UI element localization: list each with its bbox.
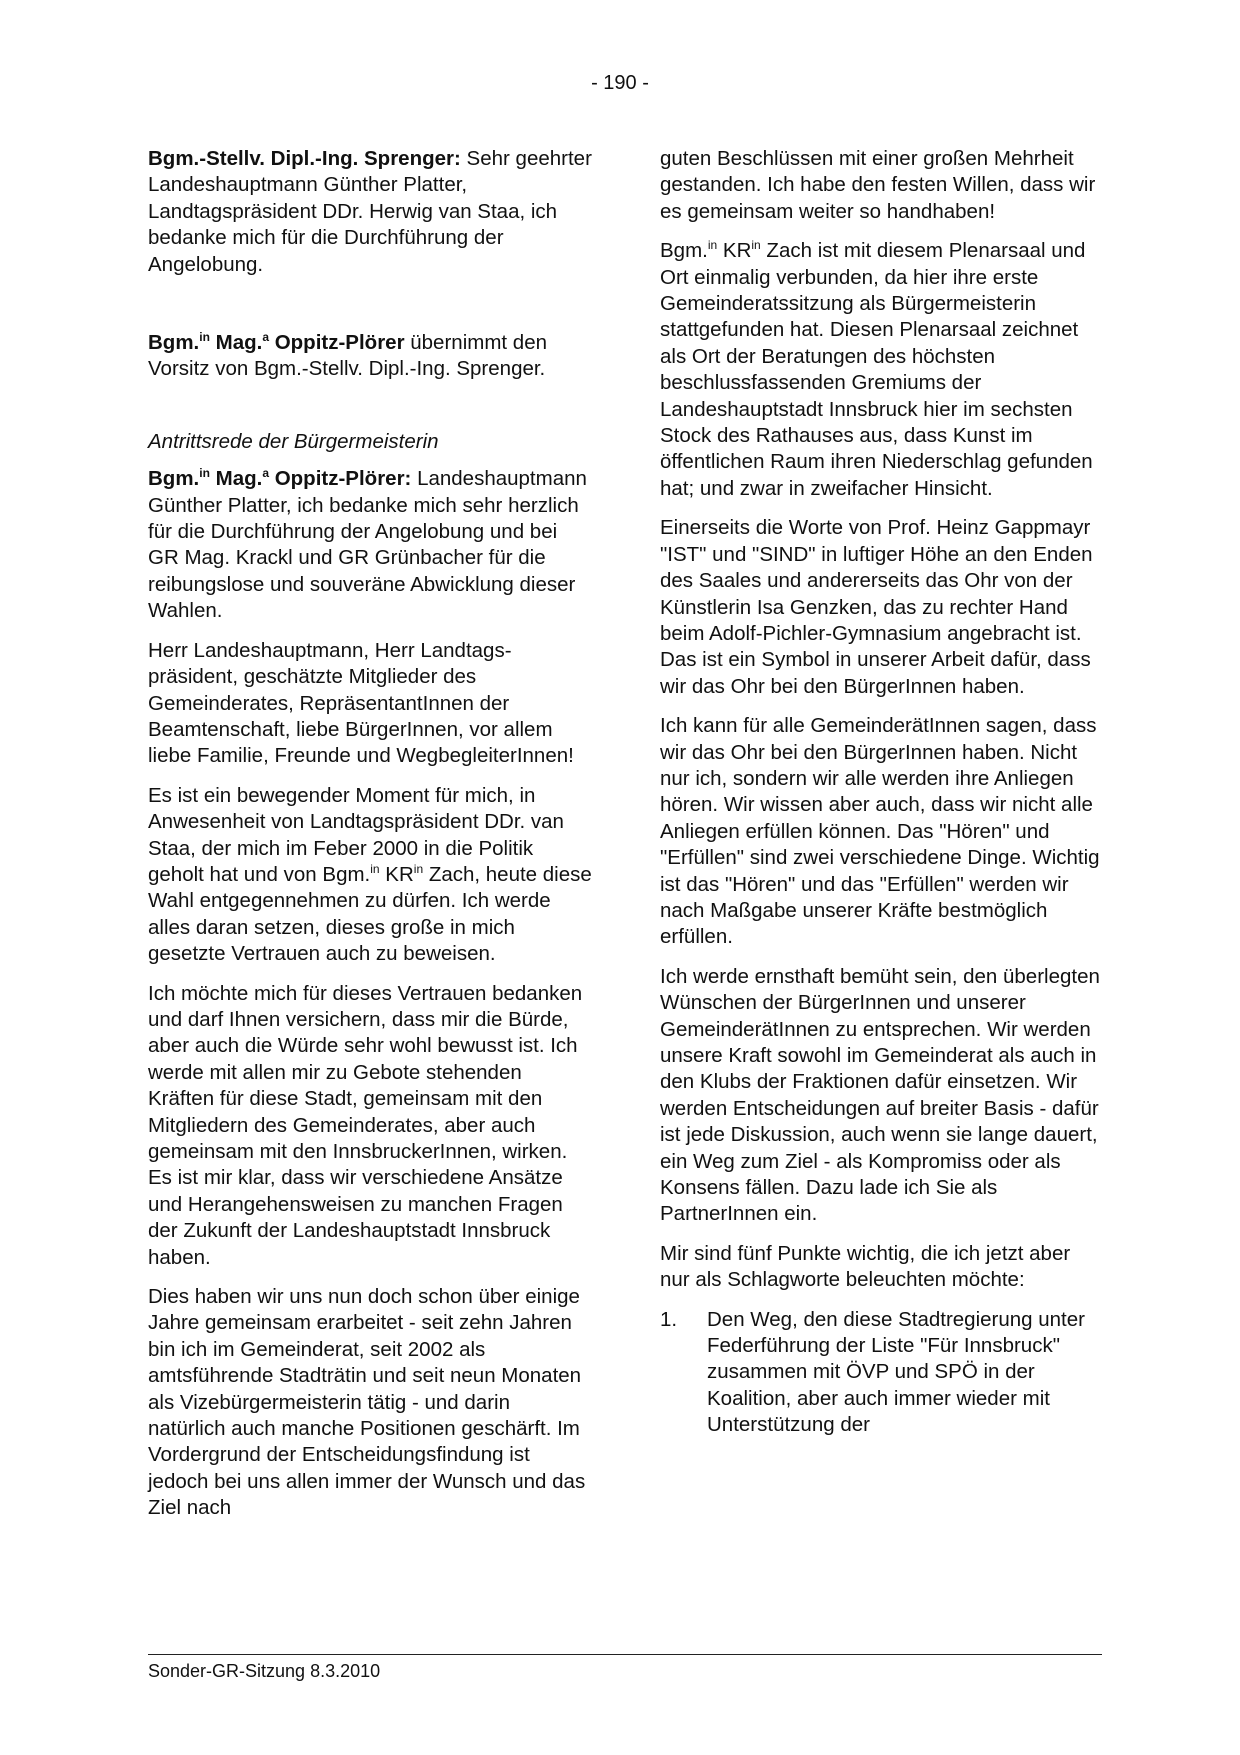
paragraph-years-together: Dies haben wir uns nun doch schon über einige Jahre gemeinsam erarbeitet - seit zehn Jahren bin ich im Gemeinderat, seit 2002 als amtsführende Stadträtin und seit neun Monaten als Vizebürgermeisterin tätig - und darin natürlich auch manche Positionen geschärft. Im Vordergrund der Entscheidungsfindung ist jedoch bei uns allen immer der Wunsch und das Ziel nach: [148, 1285, 586, 1520]
paragraph-decisions: guten Beschlüssen mit einer großen Mehrheit gestanden. Ich habe den festen Willen, dass wir es gemeinsam weiter so handhaben!: [660, 147, 1096, 223]
paragraph-commitment: Ich werde ernsthaft bemüht sein, den überlegten Wünschen der BürgerInnen und unserer GemeinderätInnen zu entsprechen. Wir werden unsere Kraft sowohl im Gemeinderat als auch in den Klubs der Fraktionen dafür einsetzen. Wir werden Entscheidungen auf breiter Basis - dafür ist jede Diskussion, auch wenn sie lange dauert, ein Weg zum Ziel - als Kompromiss oder als Konsens fällen. Dazu lade ich Sie als PartnerInnen ein.: [660, 964, 1100, 1226]
paragraph-chair-change: Bgm.$^{in}$ Mag.$^a$ Oppitz-Plörer übernimmt den Vorsitz von Bgm.-Stellv. Dipl.-Ing. Sprenger.: [148, 330, 547, 381]
speaker-name: Bgm.-Stellv. Dipl.-Ing. Sprenger:: [148, 147, 461, 170]
speaker-name: Bgm.$^{in}$ Mag.$^a$ Oppitz-Plörer:: [148, 466, 412, 491]
footer-text: Sonder-GR-Sitzung 8.3.2010: [148, 1661, 381, 1681]
paragraph-speech-intro: Bgm.$^{in}$ Mag.$^a$ Oppitz-Plörer: Landeshauptmann Günther Platter, ich bedanke mich sehr herzlich für die Durchführung der Angelobung und bei GR Mag. Krackl und GR Grünbacher für die reibungslose und souveräne Abwicklung dieser Wahlen.: [148, 466, 587, 623]
page-number: - 190 -: [591, 72, 649, 94]
paragraph-five-points: Mir sind fünf Punkte wichtig, die ich jetzt aber nur als Schlagworte beleuchten möchte:: [660, 1241, 1071, 1292]
paragraph-sprenger-thanks: Bgm.-Stellv. Dipl.-Ing. Sprenger: Sehr geehrter Landeshauptmann Günther Platter, Landtagspräsident DDr. Herwig van Staa, ich bedanke mich für die Durchführung der Angelobung.: [148, 147, 592, 276]
right-column: [660, 146, 1105, 1439]
paragraph-greeting: Herr Landeshauptmann, Herr Landtagspräsident, geschätzte Mitglieder des Gemeinderates, RepräsentantInnen der Beamtenschaft, liebe BürgerInnen, vor allem liebe Familie, Freunde und WegbegleiterInnen!: [148, 638, 574, 768]
list-number: 1.: [660, 1307, 678, 1331]
paragraph-art: Einerseits die Worte von Prof. Heinz Gappmayr "IST" und "SIND" in luftiger Höhe an den Enden des Saales und andererseits das Ohr von der Künstlerin Isa Genzken, das zu rechter Hand beim Adolf-Pichler-Gymnasium angebracht ist. Das ist ein Symbol in unserer Arbeit dafür, dass wir das Ohr bei den BürgerInnen haben.: [660, 516, 1093, 698]
paragraph-moving-moment: Es ist ein bewegender Moment für mich, in Anwesenheit von Landtagspräsident DDr. van Staa, der mich im Feber 2000 in die Politik geholt hat und von Bgm.$^{in}$ $KR^{in}$ Zach, heute diese Wahl entgegennehmen zu dürfen. Ich werde alles daran setzen, dieses große in mich gesetzte Vertrauen auch zu beweisen.: [148, 783, 592, 966]
list-text: Den Weg, den diese Stadtregierung unter Federführung der Liste "Für Innsbruck" zusammen mit ÖVP und SPÖ in der Koalition, aber auch immer wieder mit Unterstützung der: [707, 1307, 1085, 1437]
list-item: [660, 1307, 1105, 1439]
footer-divider: [148, 1654, 1102, 1655]
paragraph-listening: Ich kann für alle GemeinderätInnen sagen, dass wir das Ohr bei den BürgerInnen haben. Nicht nur ich, sondern wir alle werden ihre Anliegen hören. Wir wissen aber auch, dass wir nicht alle Anliegen erfüllen können. Das "Hören" und "Erfüllen" sind zwei verschiedene Dinge. Wichtig ist das "Hören" und das "Erfüllen" werden wir nach Maßgabe unserer Kräfte bestmöglich erfüllen.: [660, 714, 1100, 949]
speaker-name: Bgm.$^{in}$ Mag.$^a$ Oppitz-Plörer: [148, 330, 405, 355]
section-heading: Antrittsrede der Bürgermeisterin: [148, 429, 439, 453]
left-column: [148, 146, 593, 1535]
paragraph-trust: Ich möchte mich für dieses Vertrauen bedanken und darf Ihnen versichern, dass mir die Bürde, aber auch die Würde sehr wohl bewusst ist. Ich werde mit allen mir zu Gebote stehenden Kräften für diese Stadt, gemeinsam mit den Mitgliedern des Gemeinderates, aber auch gemeinsam mit den InnsbruckerInnen, wirken. Es ist mir klar, dass wir verschiedene Ansätze und Herangehensweisen zu manchen Fragen der Zukunft der Landeshauptstadt Innsbruck haben.: [148, 981, 583, 1269]
paragraph-plenary-hall: Bgm.$^{in}$ $KR^{in}$ Zach ist mit diesem Plenarsaal und Ort einmalig verbunden, da hier ihre erste Gemeinderatssitzung als Bürgermeisterin stattgefunden hat. Diesen Plenarsaal zeichnet als Ort der Beratungen des höchsten beschlussfassenden Gremiums der Landeshauptstadt Innsbruck hier im sechsten Stock des Rathauses aus, dass Kunst im öffentlichen Raum ihren Niederschlag gefunden hat; und zwar in zweifacher Hinsicht.: [660, 238, 1093, 500]
